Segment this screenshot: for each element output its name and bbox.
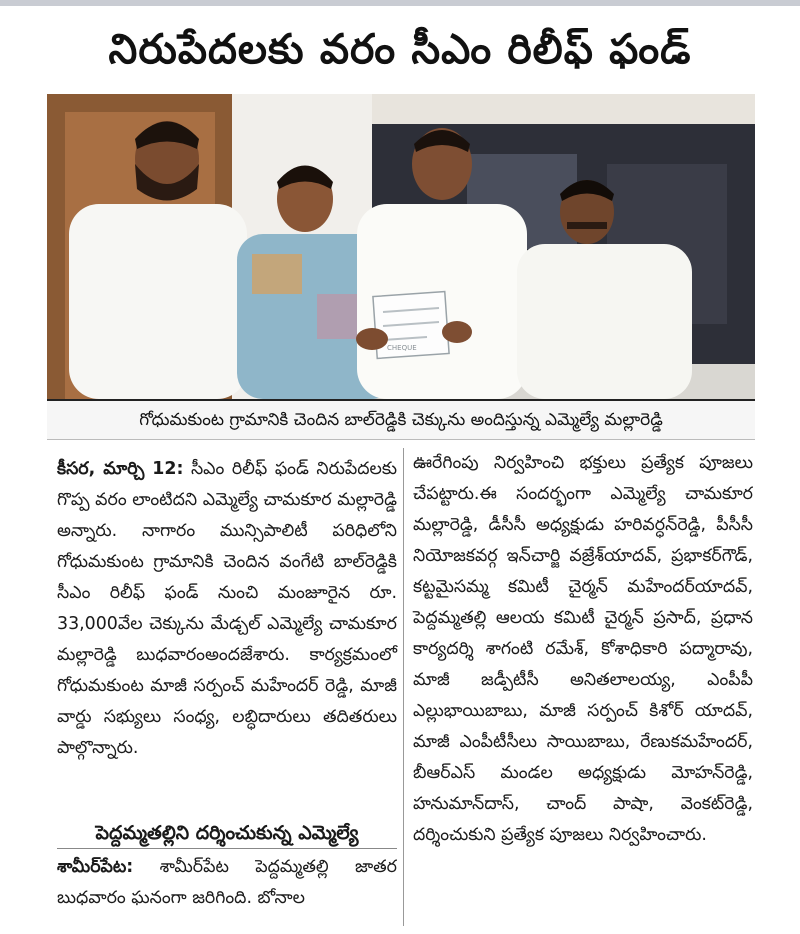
article-column-left-2 <box>57 852 397 914</box>
cheque-text: CHEQUE <box>387 344 417 352</box>
news-photo <box>47 94 755 399</box>
column-divider <box>403 448 404 926</box>
article-column-right <box>413 448 753 851</box>
article-paragraph <box>57 454 397 764</box>
top-rule <box>0 0 800 6</box>
photo-illustration <box>47 94 755 399</box>
photo-caption: గోధుమకుంట గ్రామానికి చెందిన బాల్‌రెడ్డికి చెక్కును అందిస్తున్న ఎమ్మెల్యే మల్లారెడ్డి <box>47 399 755 440</box>
article-continuation: ఊరేగింపు నిర్వహించి భక్తులు ప్రత్యేక పూజలు చేపట్టారు.ఈ సందర్భంగా ఎమ్మెల్యే చామకూర మల్లారెడ్డి, డీసీసీ అధ్యక్షుడు హరివర్ధన్‌రెడ్డి, పీసీసీ నియోజకవర్గ ఇన్‌చార్జి వజ్రేశ్‌యాదవ్, ప్రభాకర్‌గౌడ్, కట్టమైసమ్మ కమిటీ చైర్మన్ మహేందర్‌యాదవ్, పెద్దమ్మతల్లి ఆలయ కమిటీ చైర్మన్ ప్రసాద్, ప్రధాన కార్యదర్శి శాగంటి రమేశ్, కోశాధికారి పద్మారావు, మాజీ జడ్పీటీసీ అనితలాలయ్య, ఎంపీపీ ఎల్లుభాయిబాబు, మాజీ సర్పంచ్ కిశోర్ యాదవ్, మాజీ ఎంపీటీసీలు సాయిబాబు, రేణుకమహేందర్, బీఆర్‌ఎస్ మండల అధ్యక్షుడు మోహన్‌రెడ్డి, హనుమాన్‌దాస్, చాంద్ పాషా, వెంకట్‌రెడ్డి, దర్శించుకుని ప్రత్యేక పూజలు నిర్వహించారు. <box>413 453 753 845</box>
dateline-2: శామీర్‌పేట: <box>57 857 134 877</box>
headline: నిరుపేదలకు వరం సీఎం రిలీఫ్ ఫండ్ <box>108 25 692 73</box>
article-paragraph-2 <box>57 852 397 914</box>
article-body-2: శామీర్‌పేట పెద్దమ్మతల్లి జాతర బుధవారం ఘనంగా జరిగింది. బోనాల <box>57 857 397 908</box>
dateline: కీసర, మార్చి 12: <box>57 459 184 479</box>
article-body: సీఎం రిలీఫ్ ఫండ్ నిరుపేదలకు గొప్ప వరం లాంటిదని ఎమ్మెల్యే చామకూర మల్లారెడ్డి అన్నారు. నాగారం మున్సిపాలిటీ పరిధిలోని గోధుమకుంట గ్రామానికి చెందిన వంగేటి బాల్‌రెడ్డికి సీఎం రిలీఫ్ ఫండ్ నుంచి మంజూరైన రూ. 33,000వేల చెక్కును మేడ్చల్ ఎమ్మెల్యే చామకూర మల్లారెడ్డి బుధవారంఅందజేశారు. కార్యక్రమంలో గోధుమకుంట మాజీ సర్పంచ్ మహేందర్ రెడ్డి, మాజీ వార్డు సభ్యులు సంధ్య, లబ్ధిదారులు తదితరులు పాల్గొన్నారు. <box>57 459 397 758</box>
cheque <box>373 292 449 359</box>
subheadline: పెద్దమ్మతల్లిని దర్శించుకున్న ఎమ్మెల్యే <box>57 818 397 849</box>
article-column-left <box>57 454 397 764</box>
